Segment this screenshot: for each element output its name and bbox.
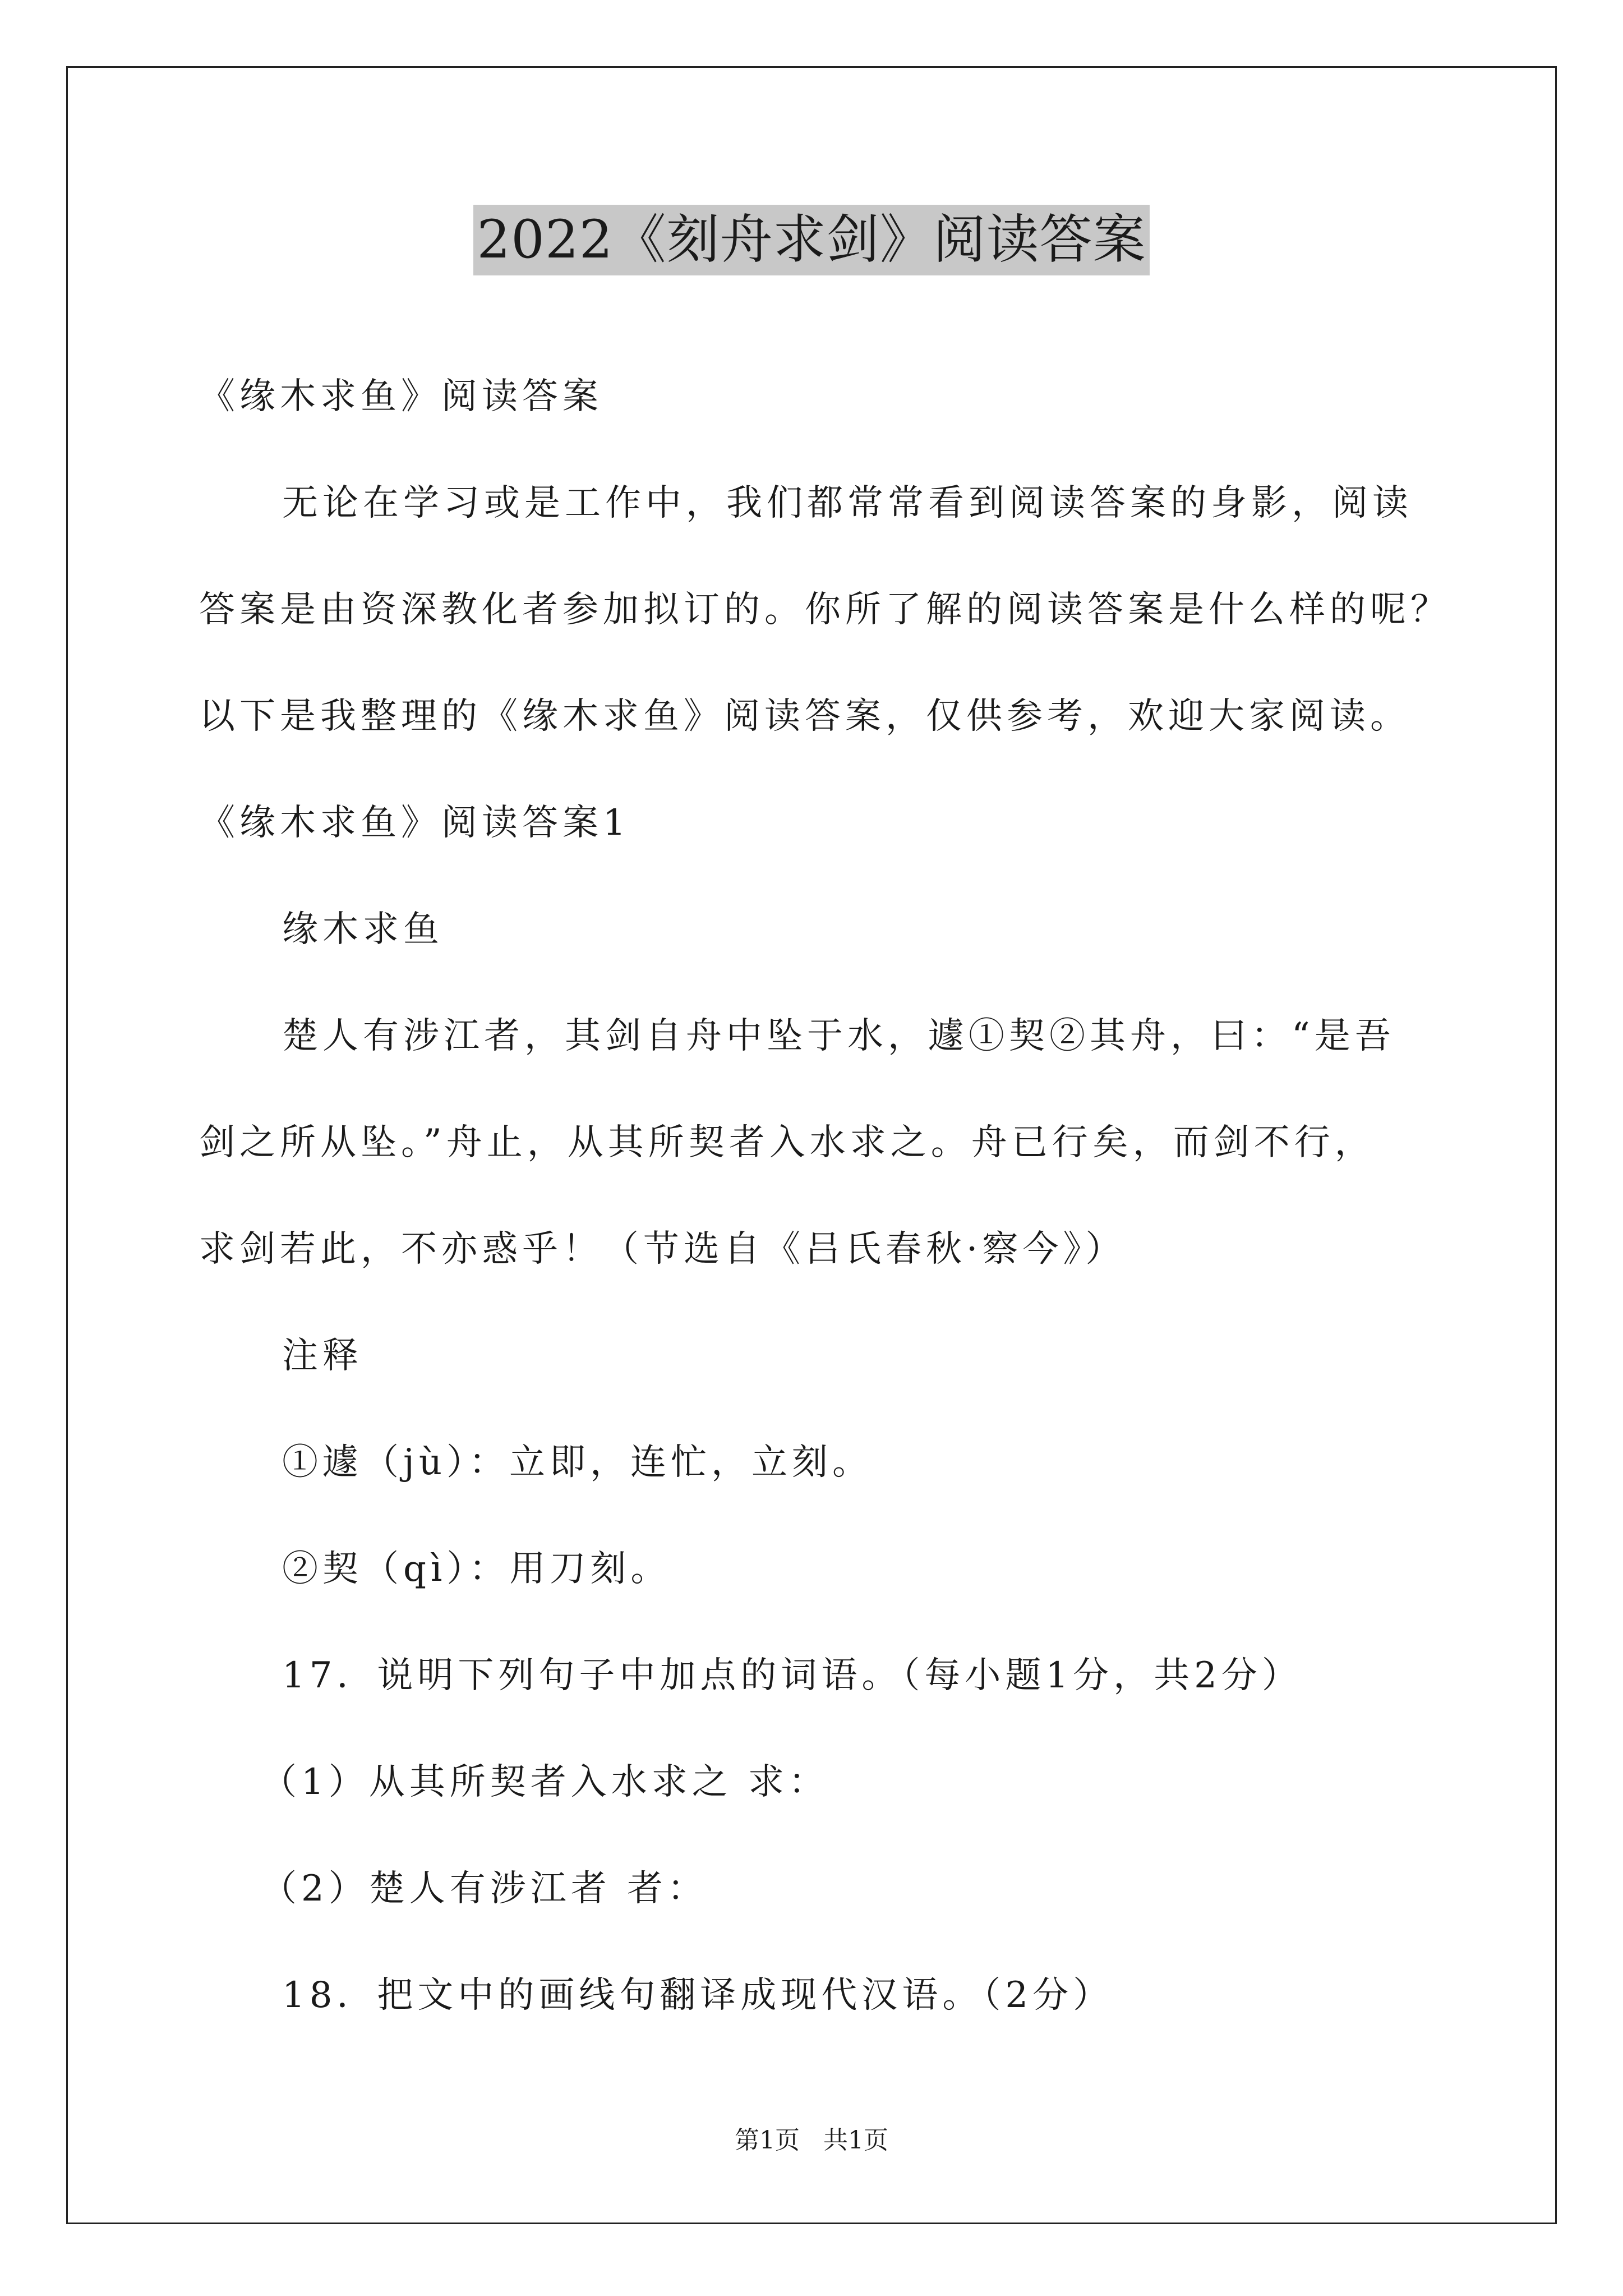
note-1: ①遽（jù）：立即，连忙，立刻。 [282,1442,873,1483]
section-heading: 《缘木求鱼》阅读答案1 [199,802,630,844]
document-title: 2022《刻舟求剑》阅读答案 [473,205,1149,275]
intro-line-3: 以下是我整理的《缘木求鱼》阅读答案，仅供参考，欢迎大家阅读。 [199,696,1410,737]
question-17-1: （1）从其所契者入水求之 求： [261,1761,829,1803]
question-18: 18．把文中的画线句翻译成现代汉语。（2分） [282,1975,1114,2016]
passage-line-2: 剑之所从坠。”舟止，从其所契者入水求之。舟已行矣，而剑不行， [199,1122,1375,1163]
passage-line-3: 求剑若此，不亦惑乎！（节选自《吕氏春秋·察今》） [199,1228,1126,1270]
question-17: 17．说明下列句子中加点的词语。（每小题1分，共2分） [282,1655,1302,1696]
notes-label: 注释 [282,1335,363,1377]
heading-line: 《缘木求鱼》阅读答案 [199,376,603,417]
document-body [199,343,1478,2049]
title-container [0,205,1623,275]
passage-line-1: 楚人有涉江者，其剑自舟中坠于水，遽①契②其舟，曰：“是吾 [282,1015,1395,1057]
passage-title: 缘木求鱼 [282,909,444,950]
page-footer: 第1页 共1页 [735,2126,888,2155]
intro-line-1: 无论在学习或是工作中，我们都常常看到阅读答案的身影，阅读 [282,482,1413,524]
note-2: ②契（qì）：用刀刻。 [282,1548,671,1590]
intro-line-2: 答案是由资深教化者参加拟订的。你所了解的阅读答案是什么样的呢？ [199,589,1451,631]
question-17-2: （2）楚人有涉江者 者： [261,1868,708,1910]
